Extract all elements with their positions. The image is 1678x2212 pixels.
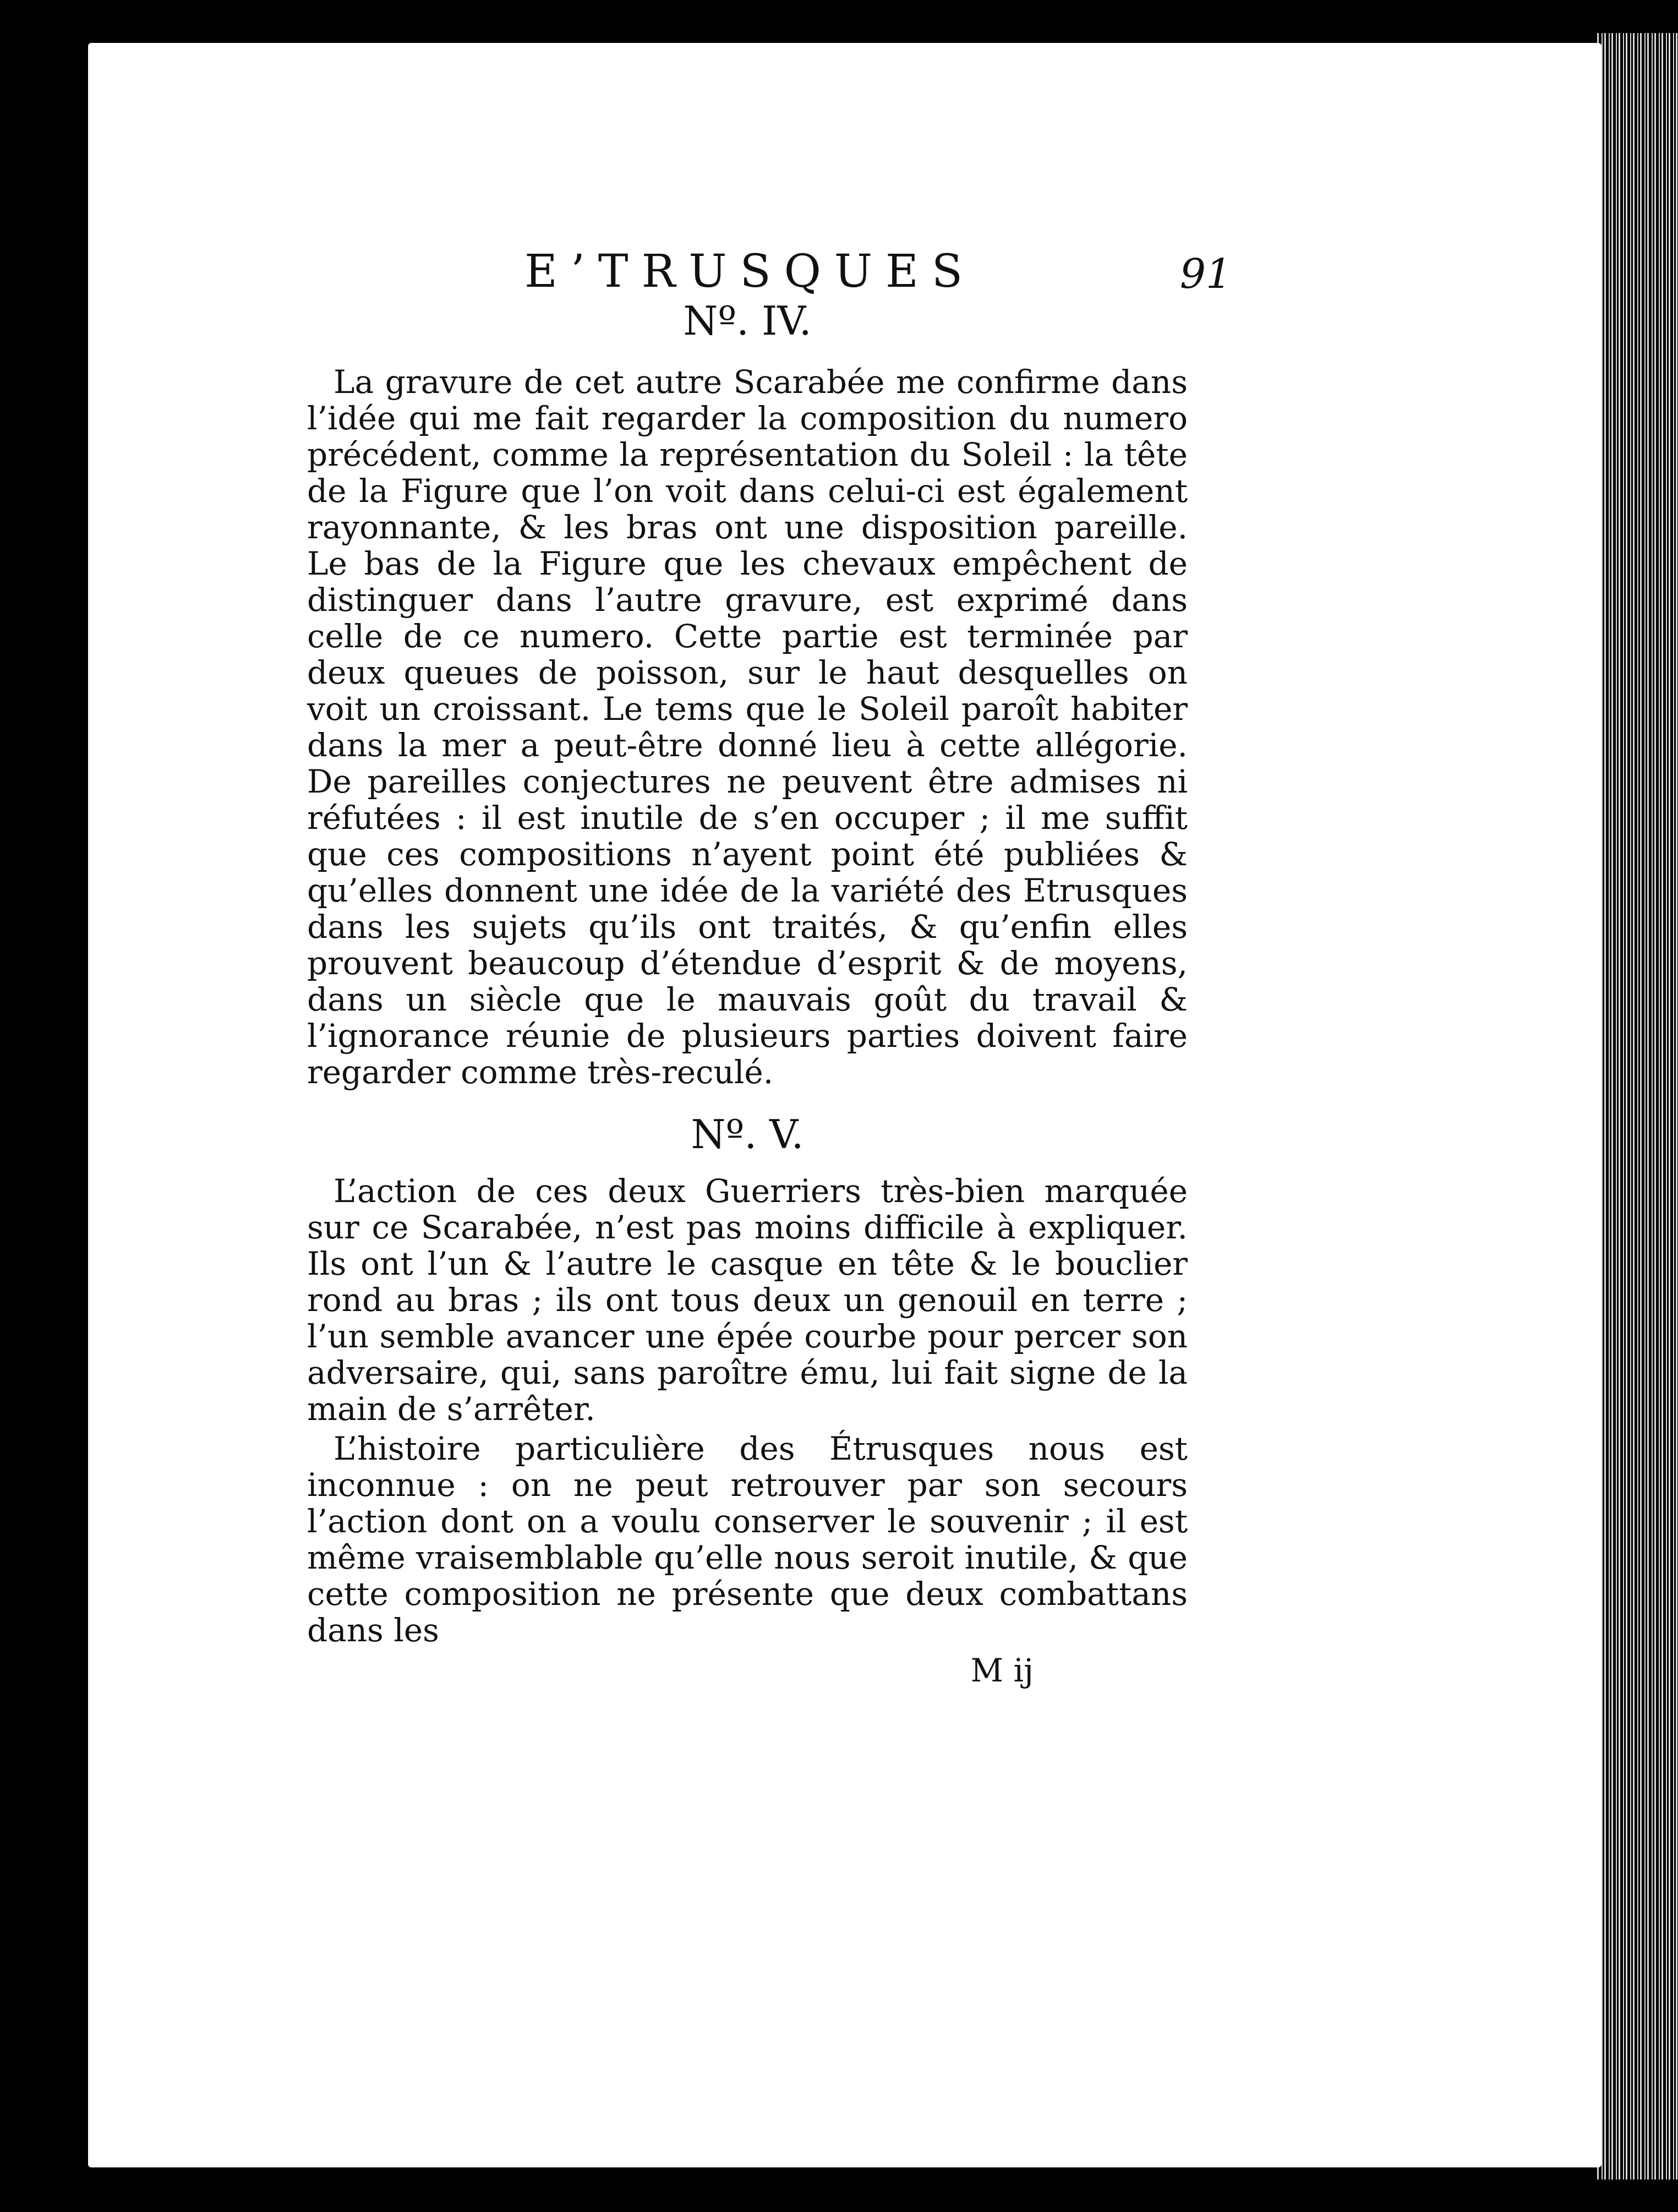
page-text-block xyxy=(307,233,1232,1689)
signature-mark: M ij xyxy=(970,1652,1034,1689)
section-heading-v: Nº. V. xyxy=(691,1111,804,1157)
running-head xyxy=(307,233,1232,299)
running-title: E’TRUSQUES xyxy=(524,245,976,298)
section-iv-paragraph-1: La gravure de cet autre Scarabée me confirme dans l’idée qui me fait regarder la composition du numero précédent, comme la représentation du Soleil : la tête de la Figure que l’on voit dans celui-ci est également rayonnante, & les bras ont une disposition pareille. Le bas de la Figure que les chevaux empêchent de distinguer dans l’autre gravure, est exprimé dans celle de ce numero. Cette partie est terminée par deux queues de poisson, sur le haut desquelles on voit un croissant. Le tems que le Soleil paroît habiter dans la mer a peut-être donné lieu à cette allégorie. De pareilles conjectures ne peuvent être admises ni réfutées : il est inutile de s’en occuper ; il me suffit que ces compositions n’ayent point été publiées & qu’elles donnent une idée de la variété des Etrusques dans les sujets qu’ils ont traités, & qu’enfin elles prouvent beaucoup d’étendue d’esprit & de moyens, dans un siècle que le mauvais goût du travail & l’ignorance réunie de plusieurs parties doivent faire regarder comme très-reculé. xyxy=(307,363,1188,1091)
page-edge-shading xyxy=(1595,33,1678,2180)
section-v-paragraph-1: L’action de ces deux Guerriers très-bien marquée sur ce Scarabée, n’est pas moins difficile à expliquer. Ils ont l’un & l’autre le casque en tête & le bouclier rond au bras ; ils ont tous deux un genouil en terre ; l’un semble avancer une épée courbe pour percer son adversaire, qui, sans paroître ému, lui fait signe de la main de s’arrêter. xyxy=(307,1172,1188,1428)
page-number: 91 xyxy=(1179,250,1232,298)
book-page xyxy=(88,43,1602,2167)
section-heading-iv: Nº. IV. xyxy=(683,298,812,344)
section-v-paragraph-2: L’histoire particulière des Étrusques nous est inconnue : on ne peut retrouver par son secours l’action dont on a voulu conserver le souvenir ; il est même vraisemblable qu’elle nous seroit inutile, & que cette composition ne présente que deux combattans dans les xyxy=(307,1430,1188,1649)
